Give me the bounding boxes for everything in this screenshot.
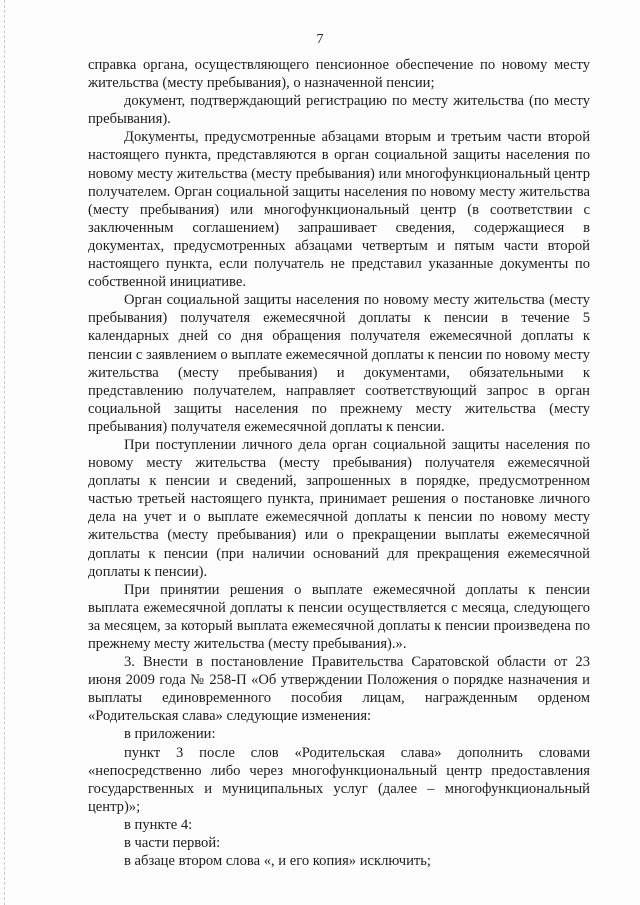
paragraph-2: документ, подтверждающий регистрацию по месту жительства (по месту пребывания). bbox=[88, 93, 590, 128]
scan-edge-line bbox=[4, 0, 6, 905]
paragraph-1: справка органа, осуществляющего пенсионное обеспечение по новому месту жительства (месту пребывания), о назначенной пенсии; bbox=[88, 57, 590, 92]
paragraph-7: 3. Внести в постановление Правительства Саратовской области от 23 июня 2009 года № 258-П «Об утверждении Положения о порядке назначения и выплаты единовременного пособия лицам, награжденным орденом «Родительская слава» следующие изменения: bbox=[88, 654, 590, 725]
paragraph-10: в пункте 4: bbox=[124, 816, 193, 833]
paragraph-4: Орган социальной защиты населения по новому месту жительства (месту пребывания) получателя ежемесячной доплаты к пенсии в течение 5 календарных дней со дня обращения получателя ежемесячной доплаты к пенсии с заявлением о выплате ежемесячной доплаты к пенсии по новому месту жительства (месту пребывания) и документами, обязательными к представлению получателем, направляет соответствующий запрос в орган социальной защиты населения по прежнему месту жительства (месту пребывания) получателя ежемесячной доплаты к пенсии. bbox=[88, 292, 590, 435]
paragraph-8: в приложении: bbox=[124, 726, 216, 743]
paragraph-6: При принятии решения о выплате ежемесячной доплаты к пенсии выплата ежемесячной доплаты к пенсии осуществляется с месяца, следующего за месяцем, за который выплата ежемесячной доплаты к пенсии произведена по прежнему месту жительства (месту пребывания).». bbox=[88, 581, 590, 652]
paragraph-5: При поступлении личного дела орган социальной защиты населения по новому месту жительства (месту пребывания) получателя ежемесячной доплаты к пенсии и сведений, запрошенных в порядке, предусмотренном частью третьей настоящего пункта, принимает решения о постановке личного дела на учет и о выплате ежемесячной доплаты к пенсии по новому месту жительства (месту пребывания) или о прекращении выплаты ежемесячной доплаты к пенсии (при наличии оснований для прекращения ежемесячной доплаты к пенсии). bbox=[88, 436, 590, 580]
paragraph-9: пункт 3 после слов «Родительская слава» дополнить словами «непосредственно либо через многофункциональный центр предоставления государственных и муниципальных услуг (далее – многофункциональный центр)»; bbox=[88, 744, 590, 815]
paragraph-12: в абзаце втором слова «, и его копия» исключить; bbox=[124, 853, 431, 870]
paragraph-11: в части первой: bbox=[124, 835, 221, 852]
document-body bbox=[88, 56, 590, 870]
paragraph-3: Документы, предусмотренные абзацами вторым и третьим части второй настоящего пункта, представляются в орган социальной защиты населения по новому месту жительства (месту пребывания) или многофункциональный центр получателем. Орган социальной защиты населения по новому месту жительства (месту пребывания) или многофункциональный центр (в соответствии с заключенным соглашением) запрашивает сведения, содержащиеся в документах, предусмотренных абзацами четвертым и пятым части второй настоящего пункта, если получатель не представил указанные документы по собственной инициативе. bbox=[88, 129, 590, 291]
page-number: 7 bbox=[316, 32, 324, 47]
